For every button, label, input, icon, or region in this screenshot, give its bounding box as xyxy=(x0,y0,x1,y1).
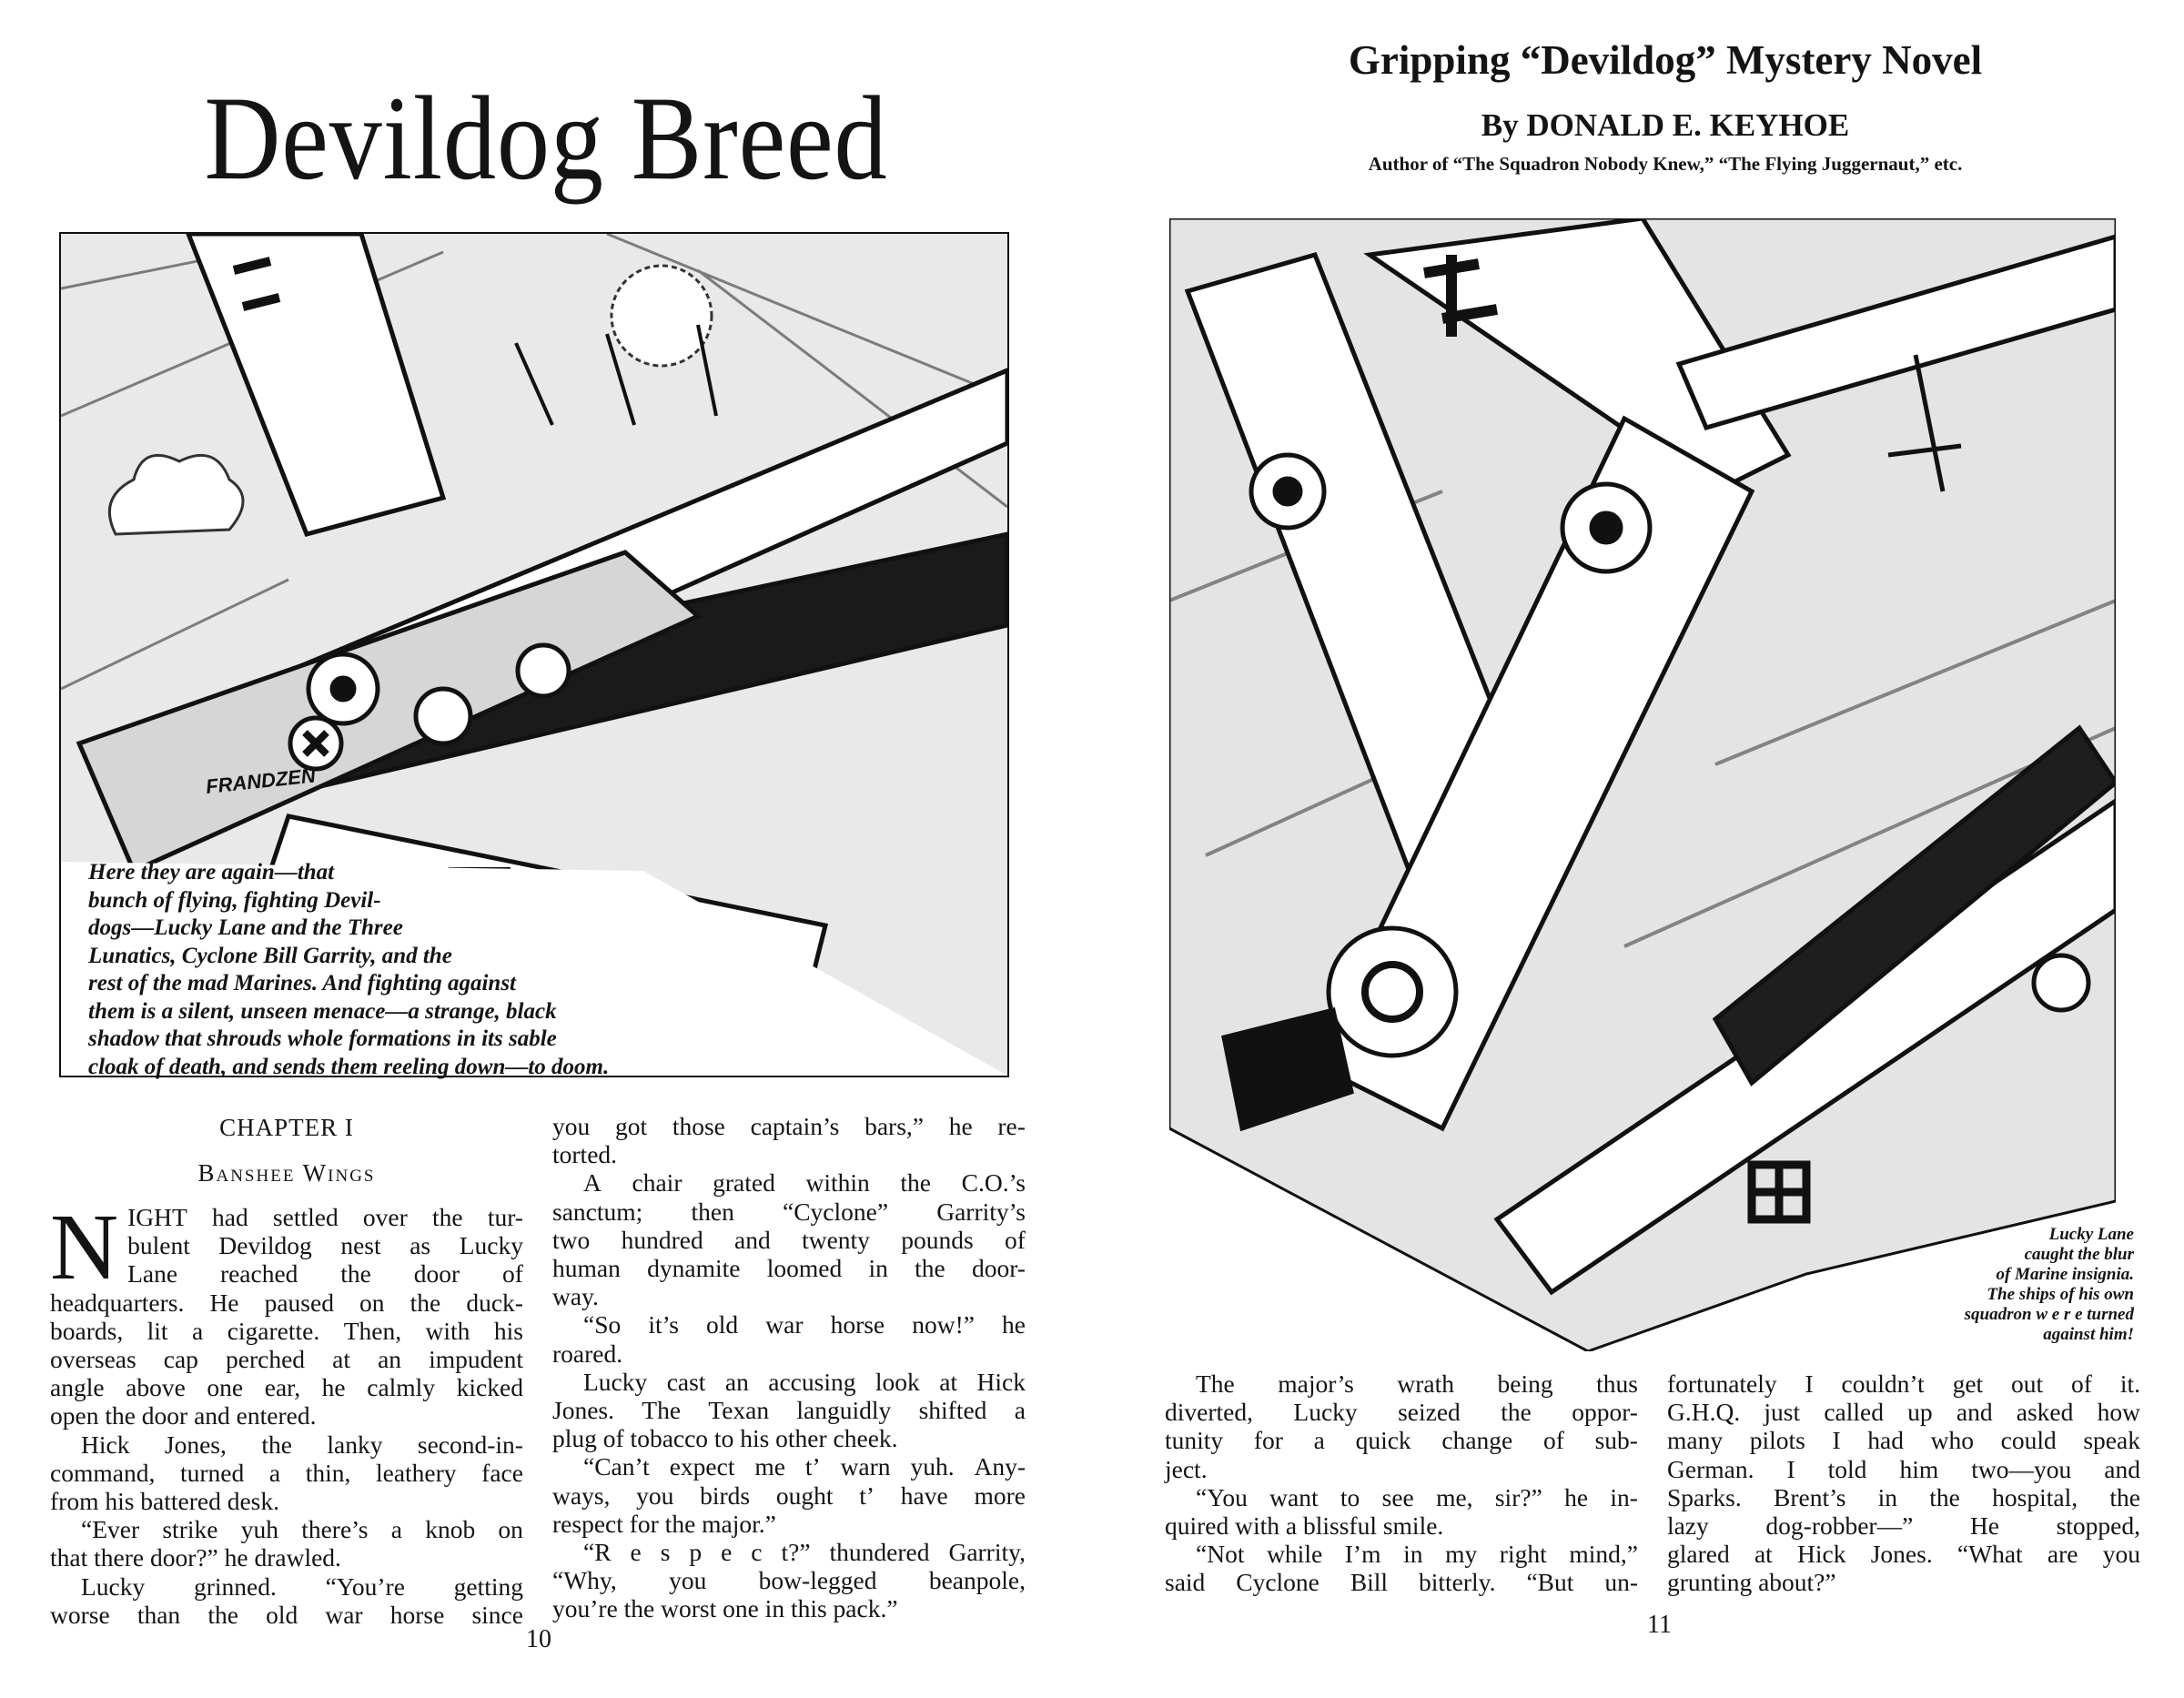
artist-signature: FRANDZEN xyxy=(204,763,317,798)
text-line: bulent Devildog nest as Lucky xyxy=(127,1231,523,1260)
text-line: IGHT had settled over the tur- xyxy=(127,1203,523,1231)
caption-line: Here they are again—that xyxy=(88,860,335,884)
text-line: command, turned a thin, leathery face xyxy=(50,1458,523,1487)
text-line: open the door and entered. xyxy=(50,1401,317,1430)
text-line: Hick Jones, the lanky second-in- xyxy=(81,1430,523,1459)
caption-line: bunch of flying, fighting Devil- xyxy=(88,887,381,913)
caption-line: rest of the mad Marines. And fighting against xyxy=(88,971,516,996)
text-line: ways, you birds ought t’ have more xyxy=(552,1481,1026,1510)
text-line: “Can’t expect me t’ warn yuh. Any- xyxy=(583,1452,1026,1481)
text-line: G.H.Q. just called up and asked how xyxy=(1667,1398,2140,1427)
caption-line: caught the blur xyxy=(2024,1245,2134,1264)
caption-line: of Marine insignia. xyxy=(1996,1265,2134,1284)
text-line: two hundred and twenty pounds of xyxy=(552,1225,1026,1254)
text-line: “So it’s old war horse now!” he xyxy=(583,1310,1026,1339)
left-page-column-2 xyxy=(552,1112,1026,1623)
text-line: that there door?” he drawled. xyxy=(50,1543,341,1572)
page-number-left: 10 xyxy=(526,1625,551,1653)
left-page-column-1 xyxy=(50,1195,523,1629)
text-line: plug of tobacco to his other cheek. xyxy=(552,1424,898,1453)
text-line: respect for the major.” xyxy=(552,1509,776,1538)
text-line: headquarters. He paused on the duck- xyxy=(50,1288,523,1317)
caption-line: Lunatics, Cyclone Bill Garrity, and the xyxy=(88,943,452,968)
caption-line: shadow that shrouds whole formations in its sable xyxy=(88,1026,557,1051)
text-line: ject. xyxy=(1165,1454,1208,1483)
chapter-title: Banshee Wings xyxy=(197,1159,376,1187)
text-line: many pilots I had who could speak xyxy=(1667,1426,2140,1455)
text-line: Sparks. Brent’s in the hospital, the xyxy=(1667,1482,2140,1511)
caption-line: against him! xyxy=(2043,1325,2134,1344)
text-line: diverted, Lucky seized the oppor- xyxy=(1165,1398,1638,1427)
text-line: roared. xyxy=(552,1339,623,1368)
caption-line: them is a silent, unseen menace—a strange, black xyxy=(88,998,557,1024)
text-line: German. I told him two—you and xyxy=(1667,1454,2140,1483)
text-line: Lucky cast an accusing look at Hick xyxy=(583,1367,1026,1396)
caption-line: The ships of his own xyxy=(1987,1285,2134,1304)
text-line: Jones. The Texan languidly shifted a xyxy=(552,1396,1026,1425)
text-line: overseas cap perched at an impudent xyxy=(50,1345,523,1374)
text-line: grunting about?” xyxy=(1667,1568,1836,1597)
text-line: lazy dog-robber—” He stopped, xyxy=(1667,1511,2140,1541)
text-line: human dynamite loomed in the door- xyxy=(552,1254,1026,1283)
text-line: fortunately I couldn’t get out of it. xyxy=(1667,1370,2140,1398)
text-line: quired with a blissful smile. xyxy=(1165,1511,1444,1541)
caption-line: squadron w e r e turned xyxy=(1964,1305,2134,1324)
chapter-heading: CHAPTER I xyxy=(219,1114,354,1141)
text-line: tunity for a quick change of sub- xyxy=(1165,1426,1638,1455)
right-page-column-2 xyxy=(1667,1370,2140,1597)
caption-line: dogs—Lucky Lane and the Three xyxy=(88,915,403,940)
right-page-column-1 xyxy=(1165,1370,1638,1597)
text-line: way. xyxy=(552,1282,599,1311)
drop-cap: N xyxy=(50,1195,119,1299)
text-line: sanctum; then “Cyclone” Garrity’s xyxy=(552,1197,1026,1226)
text-line: A chair grated within the C.O.’s xyxy=(583,1168,1026,1198)
text-line: “Not while I’m in my right mind,” xyxy=(1196,1540,1638,1569)
author-note: Author of “The Squadron Nobody Knew,” “The Flying Juggernaut,” etc. xyxy=(1368,153,1963,175)
text-line: said Cyclone Bill bitterly. “But un- xyxy=(1165,1568,1638,1597)
page-number-right: 11 xyxy=(1647,1611,1672,1639)
text-line: “Why, you bow-legged beanpole, xyxy=(552,1566,1026,1595)
right-illustration-caption xyxy=(1784,1225,2134,1345)
text-line: “R e s p e c t?” thundered Garrity, xyxy=(583,1538,1026,1567)
text-line: boards, lit a cigarette. Then, with his xyxy=(50,1316,523,1345)
text-line: glared at Hick Jones. “What are you xyxy=(1667,1540,2140,1569)
caption-line: Lucky Lane xyxy=(2048,1225,2134,1244)
text-line: you’re the worst one in this pack.” xyxy=(552,1594,898,1623)
text-line: Lane reached the door of xyxy=(127,1259,523,1289)
left-illustration-caption xyxy=(88,859,609,1081)
text-line: The major’s wrath being thus xyxy=(1196,1370,1638,1398)
text-line: torted. xyxy=(552,1140,618,1169)
caption-line: cloak of death, and sends them reeling down—to doom. xyxy=(88,1054,610,1079)
text-line: angle above one ear, he calmly kicked xyxy=(50,1373,523,1402)
text-line: “Ever strike yuh there’s a knob on xyxy=(81,1515,523,1544)
text-line: worse than the old war horse since xyxy=(50,1600,523,1629)
text-line: from his battered desk. xyxy=(50,1487,280,1516)
text-line: Lucky grinned. “You’re getting xyxy=(81,1572,523,1601)
series-title: Gripping “Devildog” Mystery Novel xyxy=(1348,37,1983,83)
right-illustration xyxy=(1169,218,2116,1351)
story-title: Devildog Breed xyxy=(204,71,888,205)
byline: By DONALD E. KEYHOE xyxy=(1481,107,1850,143)
diving-biplanes-drawing xyxy=(1169,218,2116,1351)
text-line: you got those captain’s bars,” he re- xyxy=(552,1112,1026,1140)
text-line: “You want to see me, sir?” he in- xyxy=(1196,1482,1638,1511)
